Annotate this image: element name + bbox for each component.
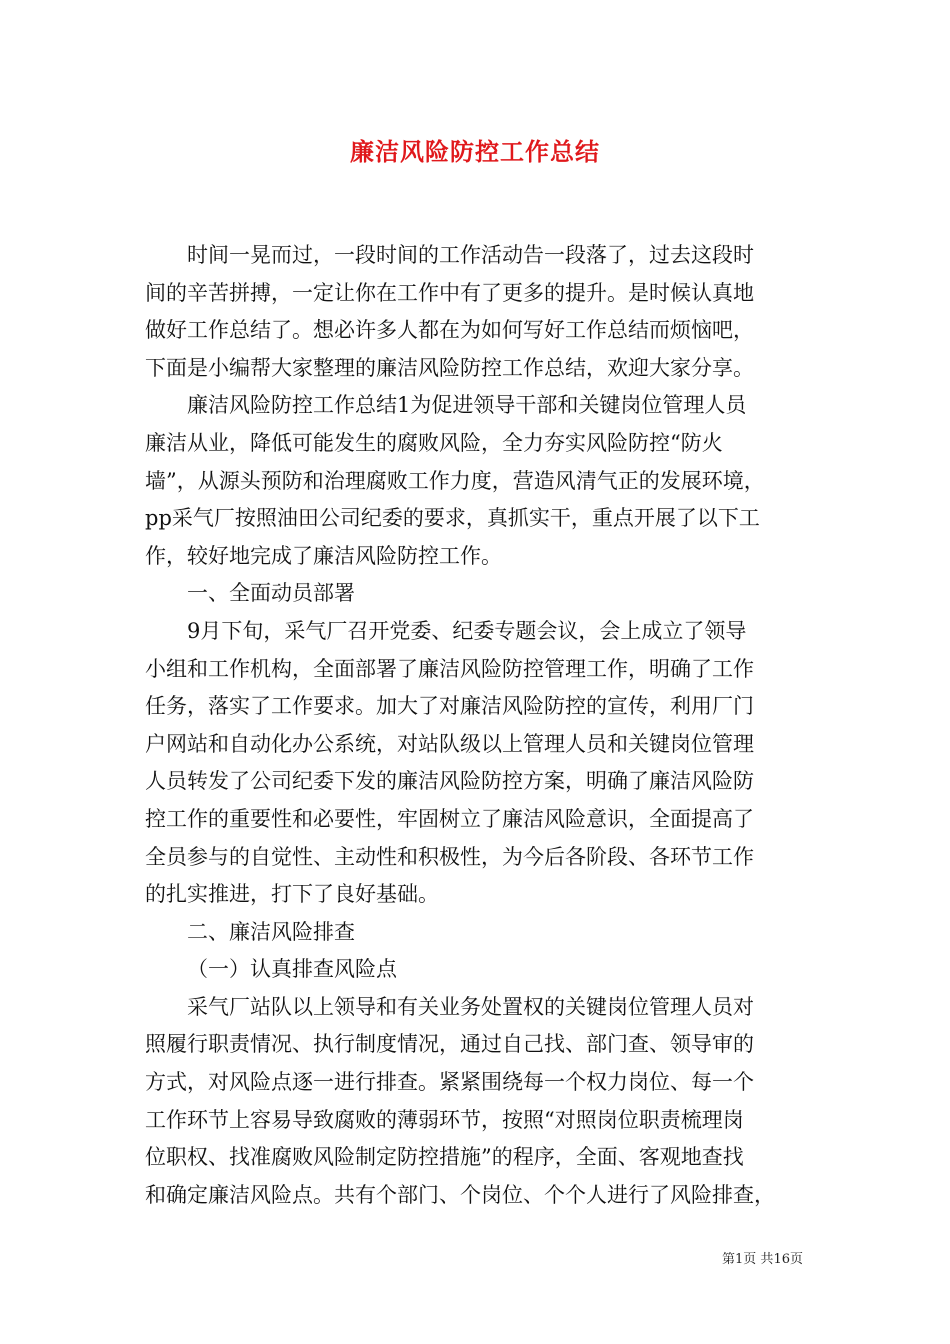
- footer-total-pages: 16: [773, 1252, 790, 1267]
- text-line: （一）认真排查风险点: [187, 957, 397, 982]
- text-line: 廉洁从业，降低可能发生的腐败风险，全力夯实风险防控“防火: [145, 430, 723, 455]
- text-line: 和确定廉洁风险点。共有个部门、个岗位、个个人进行了风险排查，: [145, 1182, 775, 1207]
- text-line: 照履行职责情况、执行制度情况，通过自己找、部门查、领导审的: [145, 1032, 754, 1057]
- text-line: 人员转发了公司纪委下发的廉洁风险防控方案，明确了廉洁风险防: [145, 769, 754, 794]
- footer-middle: 页 共: [743, 1252, 774, 1267]
- text-line: 小组和工作机构，全面部署了廉洁风险防控管理工作，明确了工作: [145, 656, 754, 681]
- footer-current-page: 1: [735, 1252, 744, 1267]
- text-line: 任务，落实了工作要求。加大了对廉洁风险防控的宣传，利用厂门: [145, 694, 754, 719]
- text-line: 下面是小编帮大家整理的廉洁风险防控工作总结，欢迎大家分享。: [145, 355, 754, 380]
- text-line: 9月下旬，采气厂召开党委、纪委专题会议，会上成立了领导: [187, 618, 747, 643]
- text-line: 廉洁风险防控工作总结1为促进领导干部和关键岗位管理人员: [187, 393, 747, 418]
- document-body: [145, 237, 813, 1214]
- text-line: 二、廉洁风险排查: [187, 919, 355, 944]
- text-line: 方式，对风险点逐一进行排查。紧紧围绕每一个权力岗位、每一个: [145, 1070, 754, 1095]
- text-line: 户网站和自动化办公系统，对站队级以上管理人员和关键岗位管理: [145, 731, 754, 756]
- text-line: 作，较好地完成了廉洁风险防控工作。: [145, 543, 502, 568]
- text-line: 一、全面动员部署: [187, 581, 355, 606]
- text-line: 全员参与的自觉性、主动性和积极性，为今后各阶段、各环节工作: [145, 844, 754, 869]
- text-line: 控工作的重要性和必要性，牢固树立了廉洁风险意识，全面提高了: [145, 806, 754, 831]
- footer-prefix: 第: [722, 1252, 736, 1267]
- text-line: 工作环节上容易导致腐败的薄弱环节，按照“对照岗位职责梳理岗: [145, 1107, 744, 1132]
- text-line: 时间一晃而过，一段时间的工作活动告一段落了，过去这段时: [187, 243, 754, 267]
- document-title: 廉洁风险防控工作总结: [350, 137, 600, 166]
- text-line: 墙”，从源头预防和治理腐败工作力度，营造风清气正的发展环境，: [145, 468, 765, 493]
- text-line: 间的辛苦拼搏，一定让你在工作中有了更多的提升。是时候认真地: [145, 280, 754, 305]
- text-line: pp采气厂按照油田公司纪委的要求，真抓实干，重点开展了以下工: [145, 506, 760, 531]
- text-line: 做好工作总结了。想必许多人都在为如何写好工作总结而烦恼吧，: [145, 318, 754, 343]
- text-line: 采气厂站队以上领导和有关业务处置权的关键岗位管理人员对: [187, 994, 754, 1019]
- text-line: 的扎实推进，打下了良好基础。: [145, 882, 439, 907]
- footer-suffix: 页: [789, 1252, 803, 1267]
- page-footer: [722, 1248, 803, 1267]
- text-line: 位职权、找准腐败风险制定防控措施”的程序，全面、客观地查找: [145, 1145, 744, 1170]
